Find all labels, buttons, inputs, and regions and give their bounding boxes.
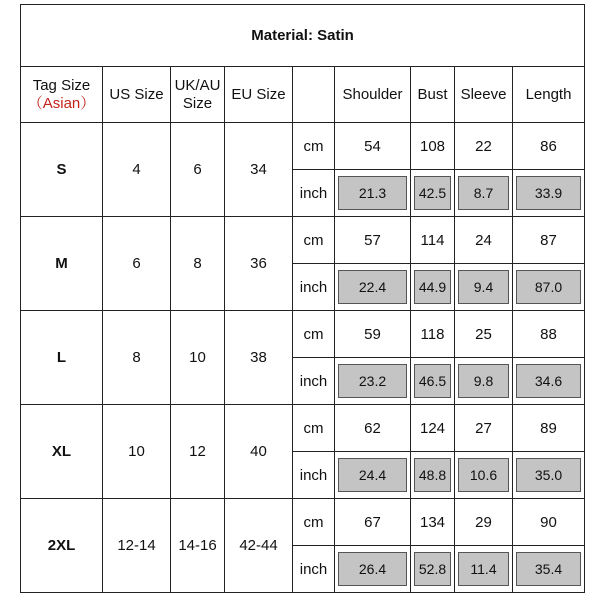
length-cm-cell: 89: [513, 405, 585, 452]
uk-au-size-cell: 6: [171, 123, 225, 217]
bust-inch-value: 46.5: [414, 364, 451, 398]
unit-inch-cell: inch: [293, 264, 335, 311]
uk-au-size-cell: 12: [171, 405, 225, 499]
table-row: [21, 217, 585, 264]
table-title: Material: Satin: [21, 5, 585, 67]
sleeve-cm-cell: 22: [455, 123, 513, 170]
bust-inch-cell: [411, 452, 455, 499]
header-us-size: US Size: [103, 67, 171, 123]
sleeve-inch-value: 8.7: [458, 176, 509, 210]
length-inch-cell: [513, 170, 585, 217]
bust-cm-cell: 118: [411, 311, 455, 358]
sleeve-inch-value: 9.4: [458, 270, 509, 304]
shoulder-inch-value: 21.3: [338, 176, 407, 210]
shoulder-inch-cell: [335, 358, 411, 405]
us-size-cell: 12-14: [103, 499, 171, 593]
length-inch-cell: [513, 546, 585, 593]
bust-inch-cell: [411, 358, 455, 405]
uk-au-size-cell: 14-16: [171, 499, 225, 593]
bust-cm-cell: 124: [411, 405, 455, 452]
sleeve-cm-cell: 27: [455, 405, 513, 452]
tag-size-cell: L: [21, 311, 103, 405]
table-row: [21, 499, 585, 546]
header-bust: Bust: [411, 67, 455, 123]
shoulder-cm-cell: 62: [335, 405, 411, 452]
unit-cm-cell: cm: [293, 405, 335, 452]
sleeve-inch-cell: [455, 264, 513, 311]
us-size-cell: 10: [103, 405, 171, 499]
length-inch-value: 33.9: [516, 176, 581, 210]
unit-cm-cell: cm: [293, 499, 335, 546]
bust-inch-cell: [411, 264, 455, 311]
shoulder-inch-cell: [335, 546, 411, 593]
eu-size-cell: 38: [225, 311, 293, 405]
shoulder-inch-value: 24.4: [338, 458, 407, 492]
uk-au-size-cell: 8: [171, 217, 225, 311]
table-row: [21, 405, 585, 452]
title-row: [21, 5, 585, 67]
bust-inch-cell: [411, 170, 455, 217]
shoulder-cm-cell: 59: [335, 311, 411, 358]
sleeve-cm-cell: 24: [455, 217, 513, 264]
shoulder-cm-cell: 57: [335, 217, 411, 264]
shoulder-cm-cell: 54: [335, 123, 411, 170]
header-sleeve: Sleeve: [455, 67, 513, 123]
header-length: Length: [513, 67, 585, 123]
tag-size-cell: XL: [21, 405, 103, 499]
sleeve-inch-cell: [455, 170, 513, 217]
size-table: [20, 4, 585, 593]
bust-cm-cell: 134: [411, 499, 455, 546]
header-uk-au-label: UK/AU: [174, 76, 221, 94]
header-tag-size: [21, 67, 103, 123]
us-size-cell: 8: [103, 311, 171, 405]
unit-inch-cell: inch: [293, 546, 335, 593]
length-cm-cell: 90: [513, 499, 585, 546]
table-row: [21, 123, 585, 170]
header-unit: [293, 67, 335, 123]
sleeve-inch-value: 10.6: [458, 458, 509, 492]
header-row: [21, 67, 585, 123]
shoulder-inch-cell: [335, 264, 411, 311]
bust-cm-cell: 108: [411, 123, 455, 170]
bust-inch-value: 48.8: [414, 458, 451, 492]
length-cm-cell: 87: [513, 217, 585, 264]
bust-inch-cell: [411, 546, 455, 593]
bust-inch-value: 52.8: [414, 552, 451, 586]
header-eu-size: EU Size: [225, 67, 293, 123]
shoulder-inch-cell: [335, 452, 411, 499]
sleeve-inch-cell: [455, 452, 513, 499]
shoulder-inch-value: 22.4: [338, 270, 407, 304]
eu-size-cell: 36: [225, 217, 293, 311]
table-row: [21, 311, 585, 358]
eu-size-cell: 42-44: [225, 499, 293, 593]
header-uk-au-size: [171, 67, 225, 123]
sleeve-inch-cell: [455, 546, 513, 593]
length-inch-cell: [513, 358, 585, 405]
length-inch-value: 87.0: [516, 270, 581, 304]
bust-cm-cell: 114: [411, 217, 455, 264]
sleeve-inch-cell: [455, 358, 513, 405]
sleeve-cm-cell: 29: [455, 499, 513, 546]
length-inch-value: 35.0: [516, 458, 581, 492]
header-tag-size-label: Tag Size: [32, 76, 91, 94]
unit-cm-cell: cm: [293, 311, 335, 358]
sleeve-inch-value: 9.8: [458, 364, 509, 398]
tag-size-cell: S: [21, 123, 103, 217]
sleeve-cm-cell: 25: [455, 311, 513, 358]
us-size-cell: 4: [103, 123, 171, 217]
header-uk-au-size-label: Size: [182, 94, 213, 112]
length-cm-cell: 88: [513, 311, 585, 358]
sleeve-inch-value: 11.4: [458, 552, 509, 586]
us-size-cell: 6: [103, 217, 171, 311]
unit-cm-cell: cm: [293, 217, 335, 264]
header-shoulder: Shoulder: [335, 67, 411, 123]
bust-inch-value: 44.9: [414, 270, 451, 304]
length-inch-value: 34.6: [516, 364, 581, 398]
header-asian-label: （Asian）: [27, 94, 96, 112]
eu-size-cell: 40: [225, 405, 293, 499]
shoulder-inch-value: 26.4: [338, 552, 407, 586]
unit-inch-cell: inch: [293, 358, 335, 405]
shoulder-inch-cell: [335, 170, 411, 217]
uk-au-size-cell: 10: [171, 311, 225, 405]
bust-inch-value: 42.5: [414, 176, 451, 210]
length-inch-cell: [513, 264, 585, 311]
length-inch-value: 35.4: [516, 552, 581, 586]
unit-cm-cell: cm: [293, 123, 335, 170]
shoulder-inch-value: 23.2: [338, 364, 407, 398]
tag-size-cell: 2XL: [21, 499, 103, 593]
unit-inch-cell: inch: [293, 170, 335, 217]
tag-size-cell: M: [21, 217, 103, 311]
eu-size-cell: 34: [225, 123, 293, 217]
length-inch-cell: [513, 452, 585, 499]
size-chart: [20, 4, 584, 592]
shoulder-cm-cell: 67: [335, 499, 411, 546]
unit-inch-cell: inch: [293, 452, 335, 499]
length-cm-cell: 86: [513, 123, 585, 170]
